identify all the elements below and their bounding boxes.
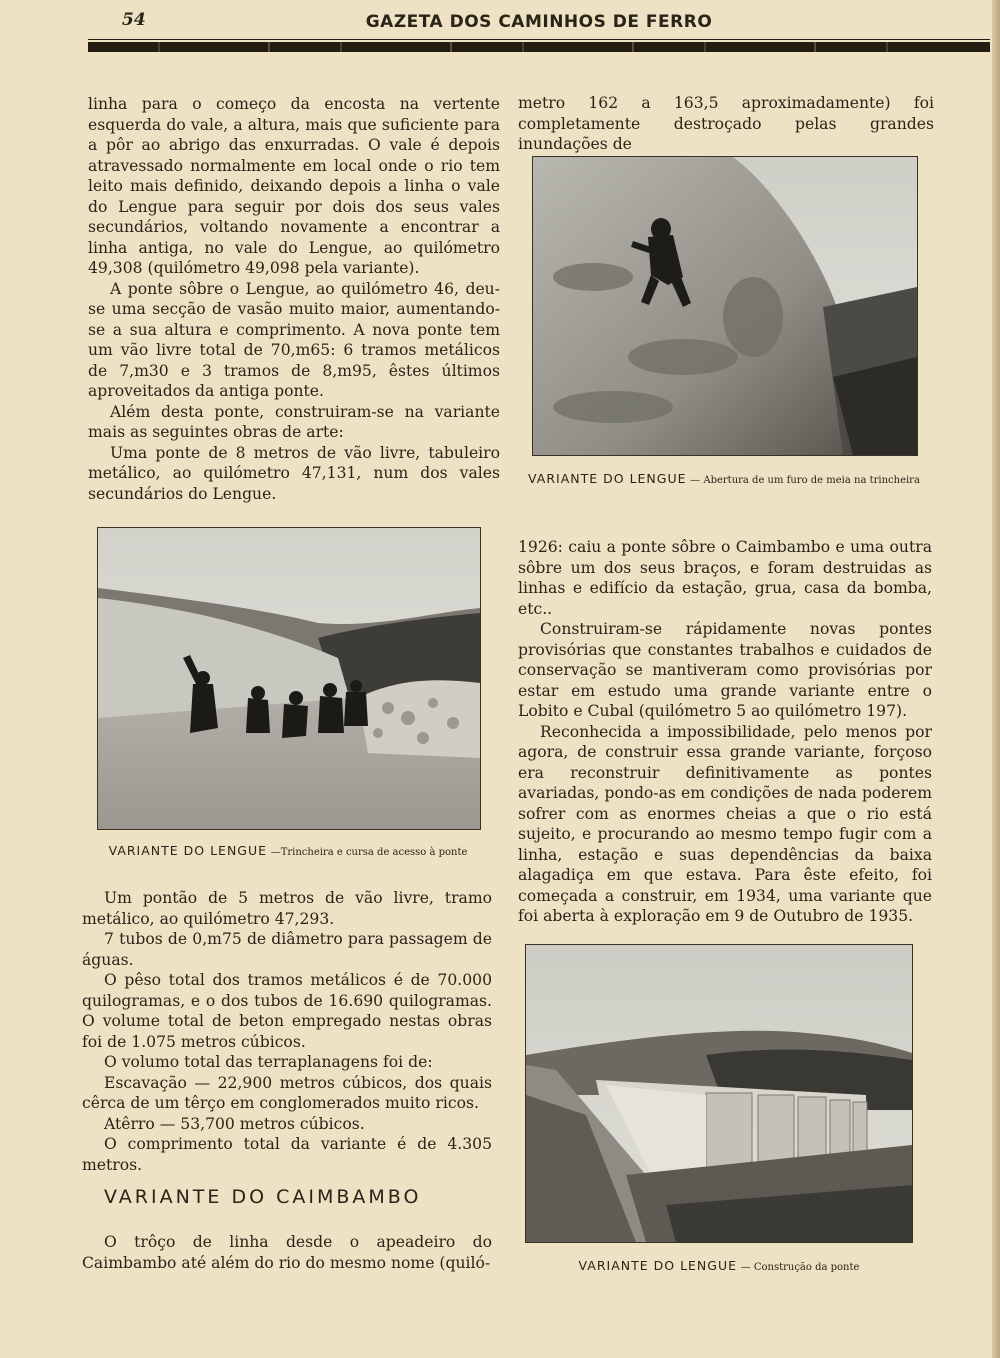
section-heading: VARIANTE DO CAIMBAMBO [104, 1186, 422, 1208]
paragraph: 7 tubos de 0,m75 de diâmetro para passagem de águas. [82, 930, 492, 969]
photo-rock-cutting-worker [532, 156, 918, 456]
photo-2-illustration [98, 528, 480, 829]
right-column-middle-text [518, 537, 932, 927]
caption-description: —Trincheira e cursa de acesso à ponte [270, 847, 468, 858]
header-rule [88, 42, 990, 52]
paragraph: Escavação — 22,900 metros cúbicos, dos quais cêrca de um têrço em conglomerados muito ricos. [82, 1073, 492, 1112]
page-edge-shadow [992, 0, 1000, 1358]
left-column-top-text [88, 94, 500, 504]
photo-1-illustration [533, 157, 917, 455]
paragraph: Reconhecida a impossibilidade, pelo menos por agora, de construir essa grande variante, forçoso era reconstruir definitivamente as pontes avariadas, pondo-as em condições de nada poderem sofrer com as enormes cheias a que o rio está sujeito, e procurando ao mesmo tempo fugir com a linha, estação e suas dependências da baixa alagadiça em que estava. Para êste efeito, foi começada a construir, em 1934, uma variante que foi aberta à exploração em 9 de Outubro de 1935. [518, 722, 932, 925]
left-column-bottom-text [82, 888, 492, 1175]
left-column-last-text [82, 1232, 492, 1273]
photo-2-caption [82, 843, 494, 858]
photo-3-caption [524, 1258, 914, 1273]
paragraph: linha para o começo da encosta na vertente esquerda do vale, a altura, mais que suficiente para a pôr ao abrigo das enxurradas. O vale é depois atravessado normalmente em local onde o rio tem leito mais definido, deixando depois a linha o vale do Lengue para seguir por dois dos seus vales secundários, voltando novamente a encontrar a linha antiga, no vale do Lengue, ao quilómetro 49,308 (quilómetro 49,098 pela variante). [88, 95, 500, 277]
page-header [88, 6, 990, 46]
paragraph: Construiram-se rápidamente novas pontes provisórias que constantes trabalhos e cuidados de conservação se mantiveram como provisórias por estar em estudo uma grande variante entre o Lobito e Cubal (quilómetro 5 ao quilómetro 197). [518, 620, 932, 720]
paragraph: O comprimento total da variante é de 4.305 metros. [82, 1135, 492, 1174]
page-number: 54 [122, 10, 146, 30]
paragraph: Atêrro — 53,700 metros cúbicos. [104, 1114, 365, 1133]
photo-3-illustration [526, 945, 912, 1242]
paragraph: Um pontão de 5 metros de vão livre, tramo metálico, ao quilómetro 47,293. [82, 889, 492, 928]
paragraph: Uma ponte de 8 metros de vão livre, tabuleiro metálico, ao quilómetro 47,131, num dos vales secundários do Lengue. [88, 443, 500, 503]
photo-trench-workers [97, 527, 481, 830]
photo-1-caption [516, 470, 932, 489]
caption-title: VARIANTE DO LENGUE [108, 843, 268, 858]
paragraph: metro 162 a 163,5 aproximadamente) foi completamente destroçado pelas grandes inundações de [518, 94, 934, 153]
paragraph: O pêso total dos tramos metálicos é de 70.000 quilogramas, e o dos tubos de 16.690 quilogramas. O volume total de beton empregado nestas obras foi de 1.075 metros cúbicos. [82, 971, 492, 1051]
header-rule-thin [88, 39, 990, 40]
paragraph: Além desta ponte, construiram-se na variante mais as seguintes obras de arte: [88, 402, 500, 441]
caption-title: VARIANTE DO LENGUE [578, 1258, 738, 1273]
caption-description: — Abertura de um furo de meia na trincheira [690, 475, 920, 486]
paragraph: O trôço de linha desde o apeadeiro do Caimbambo até além do rio do mesmo nome (quiló- [82, 1233, 492, 1272]
caption-description: — Construção da ponte [740, 1262, 860, 1273]
paragraph: A ponte sôbre o Lengue, ao quilómetro 46, deu-se uma secção de vasão muito maior, aumentando-se a sua altura e comprimento. A nova ponte tem um vão livre total de 70,m65: 6 tramos metálicos de 7,m30 e 3 tramos de 8,m95, êstes últimos aproveitados da antiga ponte. [88, 279, 500, 400]
journal-title: GAZETA DOS CAMINHOS DE FERRO [365, 12, 713, 32]
photo-bridge-construction [525, 944, 913, 1243]
paragraph: 1926: caiu a ponte sôbre o Caimbambo e uma outra sôbre um dos seus braços, e foram destruidas as linhas e edifício da estação, grua, casa da bomba, etc.. [518, 538, 932, 618]
paragraph: O volumo total das terraplanagens foi de: [104, 1053, 433, 1071]
right-column-top-text [518, 93, 934, 155]
caption-title: VARIANTE DO LENGUE [528, 471, 687, 486]
